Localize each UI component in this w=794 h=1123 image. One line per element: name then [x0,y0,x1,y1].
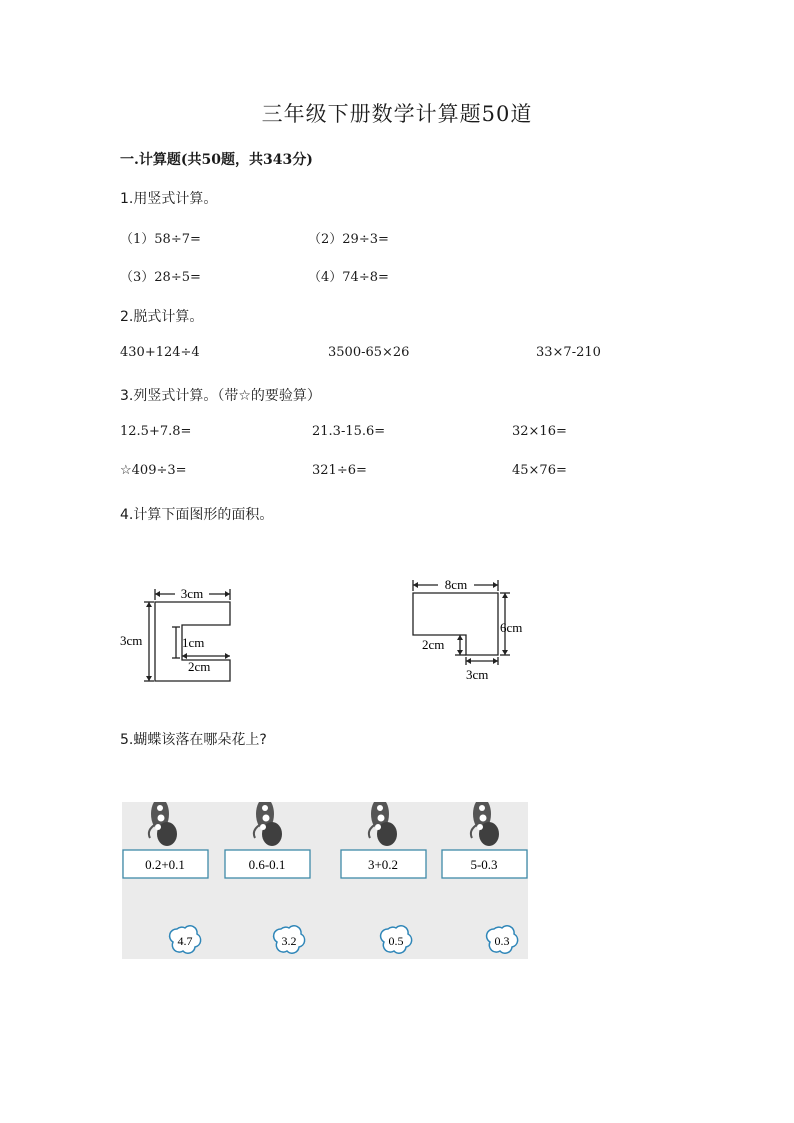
dim-label: 8cm [444,577,468,592]
flower-label: 4.7 [177,934,193,948]
q1-item: （1）58÷7= [120,232,201,247]
q2-item: 33×7-210 [536,345,601,360]
dim-label: 1cm [182,635,205,650]
q2-heading: 2.脱式计算。 [120,309,204,325]
figure-l-shape [410,575,540,685]
q1-item: （4）74÷8= [308,270,389,285]
q3-item: 45×76= [512,463,567,478]
flower-label: 3.2 [281,934,297,948]
q3-item: ☆409÷3= [120,463,187,478]
dim-label: 3cm [120,633,143,648]
flower-label: 0.3 [494,934,510,948]
card-label: 5-0.3 [470,857,498,872]
q2-item: 430+124÷4 [120,345,200,360]
dim-label: 3cm [466,667,489,682]
card-label: 0.2+0.1 [145,857,185,872]
page-title: 三年级下册数学计算题50道 [261,102,533,126]
q5-heading: 5.蝴蝶该落在哪朵花上? [120,732,267,748]
card-label: 0.6-0.1 [248,857,286,872]
q3-item: 21.3-15.6= [312,424,386,439]
q1-heading: 1.用竖式计算。 [120,191,218,207]
q3-item: 12.5+7.8= [120,424,192,439]
section-heading: 一.计算题(共50题，共343分) [120,152,313,168]
dim-label: 2cm [188,659,211,674]
q1-item: （2）29÷3= [308,232,389,247]
q2-item: 3500-65×26 [328,345,410,360]
dim-label: 3cm [180,586,204,601]
q4-heading: 4.计算下面图形的面积。 [120,507,274,523]
card-label: 3+0.2 [367,857,399,872]
dim-label: 6cm [500,620,523,635]
dim-label: 2cm [422,637,445,652]
figure-c-shape [120,585,250,685]
q3-heading: 3.列竖式计算。（带☆的要验算） [120,388,321,404]
q3-item: 321÷6= [312,463,367,478]
flower-label: 0.5 [388,934,404,948]
butterfly-flower-panel [122,802,528,959]
q1-item: （3）28÷5= [120,270,201,285]
q3-item: 32×16= [512,424,567,439]
